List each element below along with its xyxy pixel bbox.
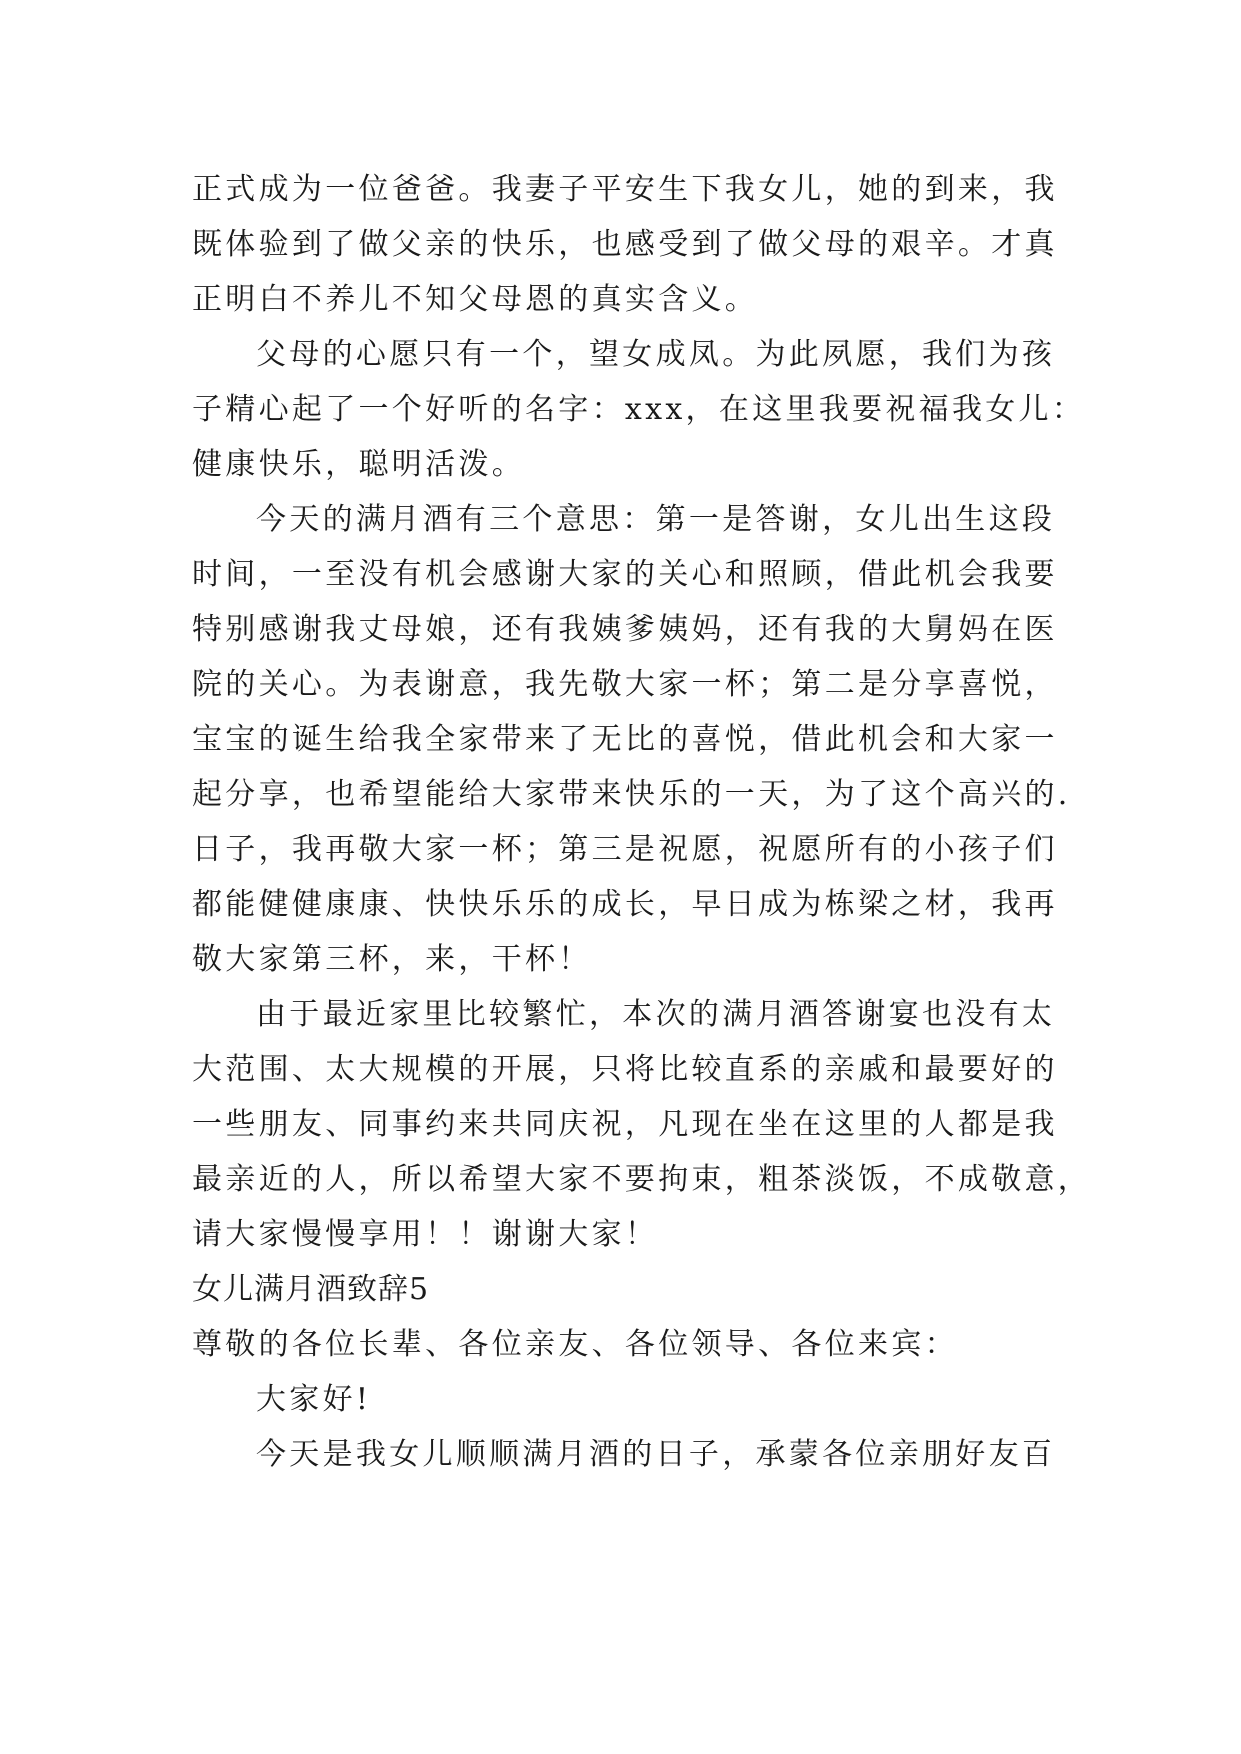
paragraph-line: 父母的心愿只有一个，望女成凤。为此夙愿，我们为孩 (256, 337, 1056, 372)
paragraph-line: 正明白不养儿不知父母恩的真实含义。 (192, 282, 759, 317)
greeting-line: 大家好! (256, 1382, 372, 1417)
paragraph-line: 都能健健康康、快快乐乐的成长，早日成为栋梁之材，我再 (192, 887, 1058, 922)
paragraph-line: 既体验到了做父亲的快乐，也感受到了做父母的艰辛。才真 (192, 227, 1058, 262)
paragraph-line: 敬大家第三杯，来，干杯！ (192, 942, 592, 977)
document-body (192, 162, 1092, 1482)
paragraph-line: 正式成为一位爸爸。我妻子平安生下我女儿，她的到来，我 (192, 172, 1058, 207)
paragraph-line: 时间，一至没有机会感谢大家的关心和照顾，借此机会我要 (192, 557, 1058, 592)
salutation-line: 尊敬的各位长辈、各位亲友、各位领导、各位来宾： (192, 1327, 958, 1362)
paragraph-line: 院的关心。为表谢意，我先敬大家一杯；第二是分享喜悦， (192, 667, 1058, 702)
paragraph-line: 健康快乐，聪明活泼。 (192, 447, 525, 482)
paragraph-line: 子精心起了一个好听的名字：xxx，在这里我要祝福我女儿： (192, 392, 1086, 427)
paragraph-line: 一些朋友、同事约来共同庆祝，凡现在坐在这里的人都是我 (192, 1107, 1058, 1142)
paragraph-line: 今天是我女儿顺顺满月酒的日子，承蒙各位亲朋好友百 (256, 1437, 1056, 1472)
paragraph-line: 宝宝的诞生给我全家带来了无比的喜悦，借此机会和大家一 (192, 722, 1058, 757)
paragraph-line: 请大家慢慢享用！！谢谢大家！ (192, 1217, 659, 1252)
paragraph-line: 大范围、太大规模的开展，只将比较直系的亲戚和最要好的 (192, 1052, 1058, 1087)
paragraph-line: 起分享，也希望能给大家带来快乐的一天，为了这个高兴的. (192, 777, 1071, 812)
paragraph-line: 由于最近家里比较繁忙，本次的满月酒答谢宴也没有太 (256, 997, 1056, 1032)
paragraph-line: 今天的满月酒有三个意思：第一是答谢，女儿出生这段 (256, 502, 1056, 537)
paragraph-line: 最亲近的人，所以希望大家不要拘束，粗茶淡饭，不成敬意， (192, 1162, 1092, 1197)
paragraph-line: 日子，我再敬大家一杯；第三是祝愿，祝愿所有的小孩子们 (192, 832, 1058, 867)
paragraph-line: 特别感谢我丈母娘，还有我姨爹姨妈，还有我的大舅妈在医 (192, 612, 1058, 647)
section-heading: 女儿满月酒致辞5 (192, 1272, 430, 1307)
